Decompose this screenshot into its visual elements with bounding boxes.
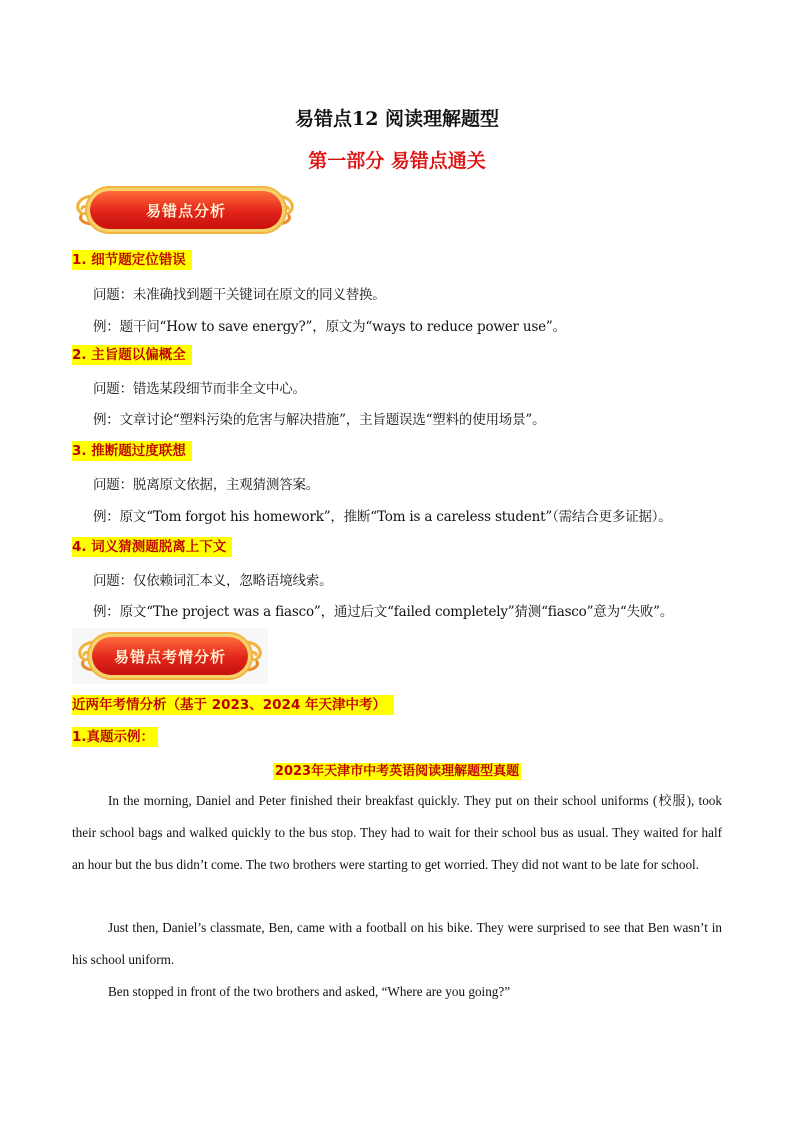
error-problem-2: 问题：错选某段细节而非全文中心。 (93, 381, 306, 397)
banner-exam-analysis-label: 易错点考情分析 (92, 637, 248, 675)
sample-heading: 1.真题示例： (72, 727, 158, 747)
passage-title-text: 2023年天津市中考英语阅读理解题型真题 (274, 764, 520, 779)
error-example-4: 例：原文“The project was a fiasco”，通过后文“failed completely”猜测“fiasco”意为“失败”。 (93, 604, 674, 620)
error-example-2: 例：文章讨论“塑料污染的危害与解决措施”，主旨题误选“塑料的使用场景”。 (93, 412, 546, 428)
passage-paragraph-2 (72, 912, 722, 976)
error-problem-3: 问题：脱离原文依据，主观猜测答案。 (93, 477, 320, 493)
banner-exam-analysis (72, 630, 268, 682)
banner-error-analysis-label: 易错点分析 (90, 191, 282, 229)
passage-paragraph-1 (72, 785, 722, 881)
error-problem-1: 问题：未准确找到题干关键词在原文的同义替换。 (93, 287, 386, 303)
error-heading-4: 4. 词义猜测题脱离上下文 (72, 537, 232, 557)
exam-analysis-heading: 近两年考情分析（基于 2023、2024 年天津中考） (72, 695, 394, 715)
error-heading-2: 2. 主旨题以偏概全 (72, 345, 192, 365)
paragraph-text: Ben stopped in front of the two brothers and asked, “Where are you going?” (108, 984, 511, 999)
paragraph-text: In the morning, Daniel and Peter finished their breakfast quickly. They put on their school uniforms (校服), took their school bags and walked quickly to the bus stop. They had to wait for their school bus as usual. They waited for half an hour but the bus didn’t come. The two brothers were starting to get worried. They did not want to be late for school. (72, 793, 722, 872)
error-heading-1: 1. 细节题定位错误 (72, 250, 192, 270)
passage-paragraph-3 (72, 976, 722, 1008)
banner-error-analysis (72, 184, 298, 236)
passage-title (0, 760, 794, 779)
paragraph-text: Just then, Daniel’s classmate, Ben, came with a football on his bike. They were surprised to see that Ben wasn’t in his school uniform. (72, 920, 722, 967)
document-subtitle: 第一部分 易错点通关 (308, 150, 486, 172)
error-problem-4: 问题：仅依赖词汇本义，忽略语境线索。 (93, 573, 333, 589)
document-title: 易错点12 阅读理解题型 (294, 108, 500, 130)
error-example-1: 例：题干问“How to save energy?”，原文为“ways to reduce power use”。 (93, 319, 566, 335)
error-heading-3: 3. 推断题过度联想 (72, 441, 192, 461)
error-example-3: 例：原文“Tom forgot his homework”，推断“Tom is a careless student”（需结合更多证据）。 (93, 509, 672, 525)
